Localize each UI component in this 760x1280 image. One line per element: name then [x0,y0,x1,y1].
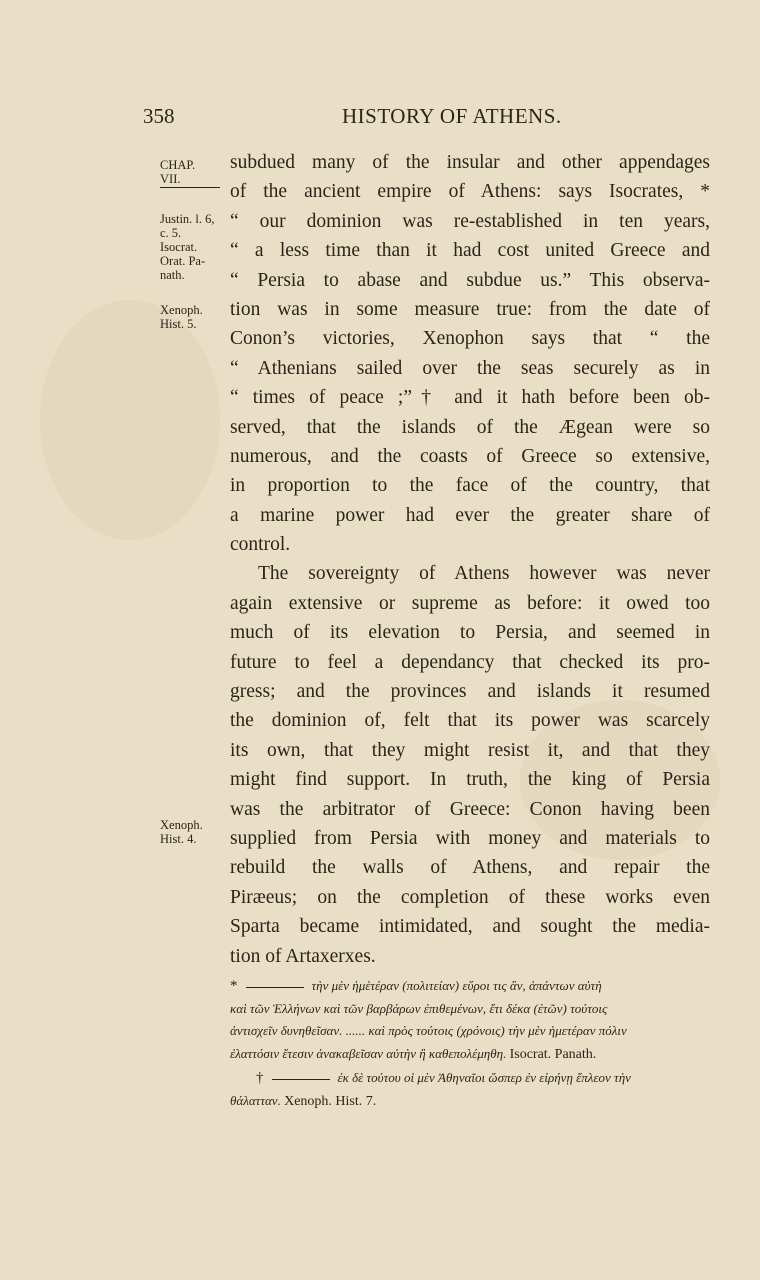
footnotes [230,975,712,1112]
footnote-star-line [230,1043,712,1066]
footnote-rule [246,987,304,988]
footnote-dagger-line [230,1067,712,1090]
margin-note-xenoph-4: Xenoph. Hist. 4. [160,818,203,846]
footnote-dagger-line [230,1090,712,1113]
text-line: supplied from Persia with money and materials to [230,827,710,849]
text-line: Piræeus; on the completion of these works even [230,886,710,908]
text-line: rebuild the walls of Athens, and repair the [230,857,710,879]
footnote-rule [272,1079,330,1080]
margin-note-xenoph-5: Xenoph. Hist. 5. [160,303,203,331]
text-line: might find support. In truth, the king of Persia [230,769,710,791]
text-line: Sparta became intimidated, and sought the media- [230,916,710,938]
running-title: HISTORY OF ATHENS. [342,104,562,128]
text-line: was the arbitrator of Greece: Conon having been [230,798,710,820]
footnote-star-mark: * [230,978,238,994]
footnote-greek-text: ἐκ δὲ τούτου οἱ μὲν Ἀθηναῖοι ὥσπερ ἐν εἰρήνῃ ἔπλεον τὴν [337,1070,631,1085]
text-line: “ our dominion was re-established in ten years, [230,210,710,232]
text-line: gress; and the provinces and islands it resumed [230,681,710,703]
footnote-greek-text: τὴν μὲν ἡμἑτέραν (πολιτείαν) εὕροι τις ἂν, ἁπάντων αὐτὴ [311,978,602,993]
text-line: in proportion to the face of the country, that [230,475,710,497]
margin-note-justin-isocrat: Justin. l. 6, c. 5. Isocrat. Orat. Pa- nath. [160,212,215,282]
text-line: future to feel a dependancy that checked its pro- [230,651,710,673]
text-line: “ Athenians sailed over the seas securely as in [230,357,710,379]
text-line: served, that the islands of the Ægean were so [230,416,710,438]
text-line: the dominion of, felt that its power was scarcely [230,710,710,732]
footnote-greek-text: θάλατταν. [230,1092,281,1108]
footnote-star-line [230,975,712,998]
text-line: Conon’s victories, Xenophon says that “ the [230,328,710,350]
text-line: again extensive or supreme as before: it owed too [230,592,710,614]
footnote-greek-text: ἐλαττόσιν ἔτεσιν ἀνακαβεῖσαν αὐτὴν ἢ καθεπολέμηθη. [230,1045,507,1061]
text-line: “ times of peace ;”† and it hath before been ob- [230,387,710,409]
paper-stain [40,300,220,540]
margin-note-chapter: CHAP. VII. [160,158,196,186]
text-line: a marine power had ever the greater share of [230,504,710,526]
text-line: subdued many of the insular and other appendages [230,152,710,173]
chapter-rule [160,187,220,188]
text-line: “ a less time than it had cost united Greece and [230,240,710,262]
text-line: of the ancient empire of Athens: says Isocrates, * [230,181,710,203]
footnote-source: Xenoph. Hist. 7. [284,1093,377,1109]
text-line: tion was in some measure true: from the date of [230,298,710,320]
footnote-source: Isocrat. Panath. [509,1046,597,1062]
footnote-greek-text: καὶ τῶν Ἑλλήνων καὶ τῶν βαρβάρων ἐπιθεμένων, ἔτι δέκα (ἐτῶν) τούτοις [230,1000,608,1016]
page-number: 358 [143,104,175,128]
text-line: much of its elevation to Persia, and seemed in [230,622,710,644]
text-line: tion of Artaxerxes. [230,945,376,967]
text-line: numerous, and the coasts of Greece so extensive, [230,445,710,467]
body-text [230,148,710,971]
text-line: “ Persia to abase and subdue us.” This observa- [230,269,710,291]
paragraph-start-line: The sovereignty of Athens however was never [258,563,710,585]
footnote-greek-text: ἀντισχεῖν δυνηθεῖσαν. ...... καὶ πρὸς τούτοις (χρόνοις) τὴν μὲν ἡμετέραν πόλιν [230,1023,627,1038]
text-line: control. [230,534,291,556]
footnote-dagger-mark: † [256,1070,264,1086]
text-line: its own, that they might resist it, and that they [230,739,710,761]
